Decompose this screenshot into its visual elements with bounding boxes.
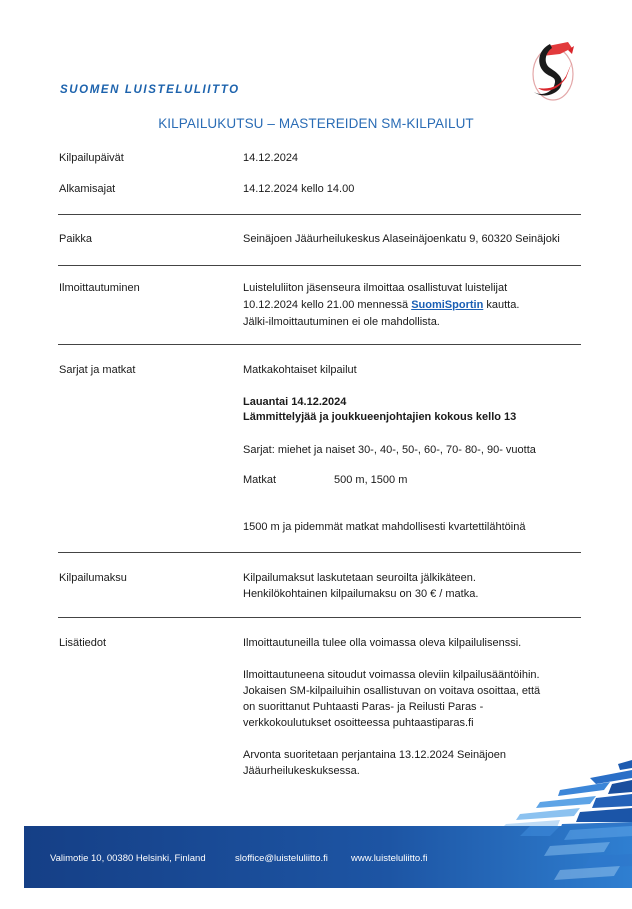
- info-rules-1: Ilmoittautuneena sitoudut voimassa oleviin kilpailusääntöihin.: [243, 669, 540, 681]
- start-value: 14.12.2024 kello 14.00: [243, 183, 355, 195]
- series-note: 1500 m ja pidemmät matkat mahdollisesti kvartettilähtöinä: [243, 521, 526, 533]
- start-label: Alkamisajat: [59, 183, 116, 195]
- organization-name: SUOMEN LUISTELULIITTO: [60, 84, 240, 96]
- distances-label: Matkat: [243, 474, 277, 486]
- registration-line-3: Jälki-ilmoittautuminen ei ole mahdollista.: [243, 316, 440, 328]
- registration-line-1: Luisteluliiton jäsenseura ilmoittaa osallistuvat luistelijat: [243, 282, 508, 294]
- fee-label: Kilpailumaksu: [59, 572, 127, 584]
- distances-value: 500 m, 1500 m: [334, 474, 408, 486]
- fee-line-1: Kilpailumaksut laskutetaan seuroilta jälkikäteen.: [243, 572, 476, 584]
- series-classes: Sarjat: miehet ja naiset 30-, 40-, 50-, 60-, 70- 80-, 90- vuotta: [243, 444, 536, 456]
- divider: [58, 552, 581, 553]
- divider: [58, 344, 581, 345]
- info-draw-2: Jääurheilukeskuksessa.: [243, 765, 360, 777]
- divider: [58, 265, 581, 266]
- footer-website[interactable]: www.luisteluliitto.fi: [351, 853, 428, 864]
- footer-stripes: [520, 826, 632, 888]
- date-value: 14.12.2024: [243, 152, 299, 164]
- place-value: Seinäjoen Jääurheilukeskus Alaseinäjoenkatu 9, 60320 Seinäjoki: [243, 233, 560, 245]
- registration-deadline-text: 10.12.2024 kello 21.00 mennessä: [243, 299, 412, 311]
- series-warmup: Lämmittelyjää ja joukkueenjohtajien kokous kello 13: [243, 411, 517, 423]
- info-draw-1: Arvonta suoritetaan perjantaina 13.12.2024 Seinäjoen: [243, 749, 506, 761]
- luisteluliitto-logo: [528, 38, 580, 102]
- series-day: Lauantai 14.12.2024: [243, 396, 347, 408]
- series-label: Sarjat ja matkat: [59, 364, 136, 376]
- divider: [58, 617, 581, 618]
- series-intro: Matkakohtaiset kilpailut: [243, 364, 357, 376]
- info-license: Ilmoittautuneilla tulee olla voimassa oleva kilpailulisenssi.: [243, 637, 522, 649]
- footer-address: Valimotie 10, 00380 Helsinki, Finland: [50, 853, 206, 864]
- suomisport-link[interactable]: SuomiSportin: [411, 299, 484, 311]
- fee-line-2: Henkilökohtainen kilpailumaksu on 30 € / matka.: [243, 588, 479, 600]
- registration-suffix-text: kautta.: [483, 299, 520, 311]
- info-label: Lisätiedot: [59, 637, 107, 649]
- date-label: Kilpailupäivät: [59, 152, 124, 164]
- divider: [58, 214, 581, 215]
- info-rules-4: verkkokoulutukset osoitteessa puhtaastiparas.fi: [243, 717, 474, 729]
- document-title: KILPAILUKUTSU – MASTEREIDEN SM-KILPAILUT: [158, 116, 474, 131]
- registration-label: Ilmoittautuminen: [59, 282, 140, 294]
- info-rules-3: on suorittanut Puhtaasti Paras- ja Reilusti Paras -: [243, 701, 484, 713]
- footer-email[interactable]: sloffice@luisteluliitto.fi: [235, 853, 328, 864]
- decorative-stripes: [500, 760, 632, 830]
- place-label: Paikka: [59, 233, 93, 245]
- info-rules-2: Jokaisen SM-kilpailuihin osallistuvan on voitava osoittaa, että: [243, 685, 541, 697]
- registration-line-2: [243, 297, 519, 314]
